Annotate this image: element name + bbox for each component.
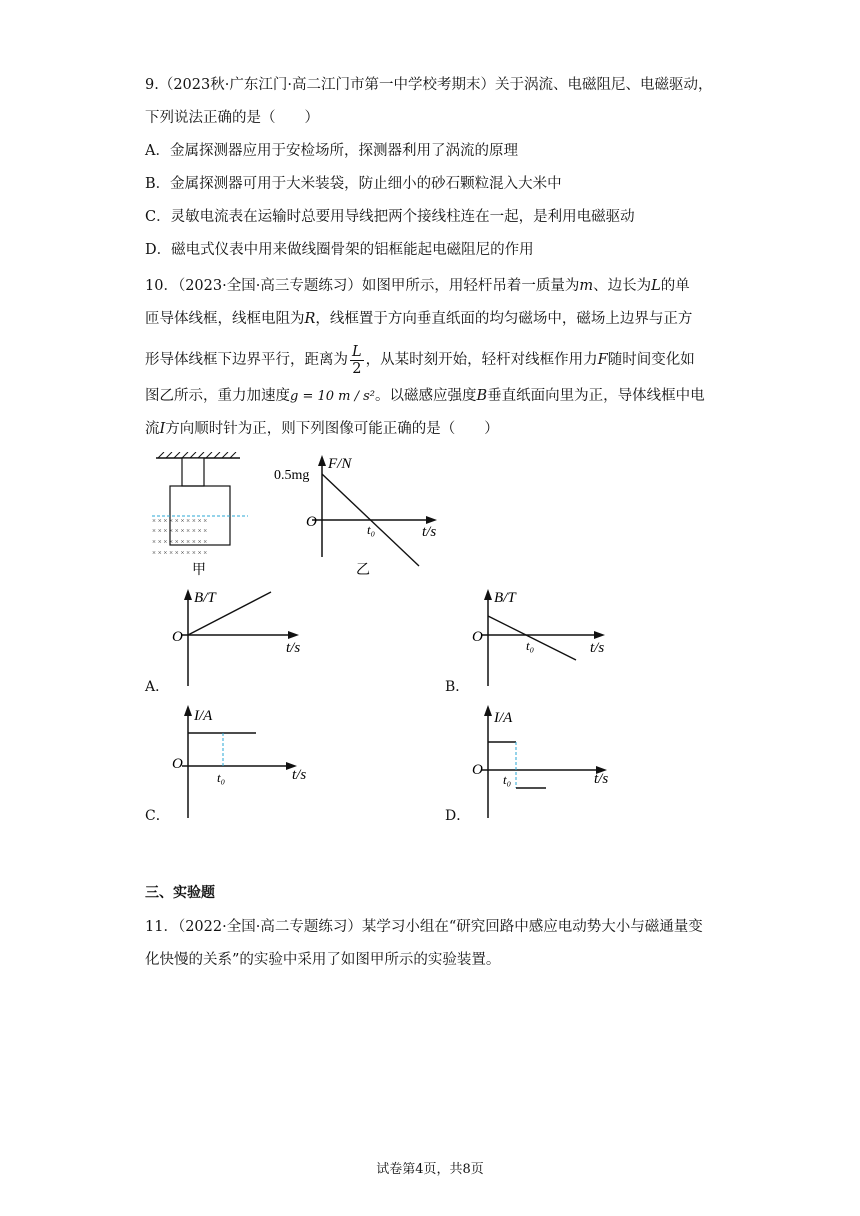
x-axis-label: t/s — [422, 524, 437, 540]
graph-d — [468, 702, 628, 820]
origin-label: O — [172, 629, 183, 645]
t0-label: t₀ — [217, 770, 226, 785]
fraction-l-over-2: $\frac{L}{2}$ — [352, 343, 362, 377]
y-axis-label: B/T — [194, 590, 216, 606]
svg-text:× × × × × × × × × ×: × × × × × × × × × × — [152, 517, 208, 525]
rod — [182, 458, 204, 486]
q10-stem-line5: 流I方向顺时针为正，则下列图像可能正确的是（ ） — [145, 421, 499, 437]
option-a-label: A． — [145, 679, 170, 695]
x-axis-label: t/s — [590, 640, 605, 656]
q9-stem-line1: 9.（2023秋·广东江门·高二江门市第一中学校考期末）关于涡流、电磁阻尼、电磁驱动， — [145, 77, 713, 93]
figure-yi — [272, 452, 452, 582]
q9-option-a: A．金属探测器应用于安检场所，探测器利用了涡流的原理 — [145, 143, 518, 159]
svg-text:× × × × × × × × × ×: × × × × × × × × × × — [152, 527, 208, 535]
origin-label: O — [306, 514, 317, 530]
q9-option-d: D．磁电式仪表中用来做线圈骨架的铝框能起电磁阻尼的作用 — [145, 242, 534, 258]
q11-stem-line1: 11．（2022·全国·高二专题练习）某学习小组在“研究回路中感应电动势大小与磁通量变 — [145, 919, 703, 935]
t0-label: t₀ — [503, 772, 512, 787]
section-title: 三、实验题 — [145, 885, 215, 901]
caption-yi: 乙 — [356, 563, 370, 578]
origin-label: O — [472, 762, 483, 778]
y-tick-label: 0.5mg — [274, 468, 310, 483]
q10-stem-line2: 匝导体线框，线框电阻为R，线框置于方向垂直纸面的均匀磁场中，磁场上边界与正方 — [145, 311, 693, 327]
origin-label: O — [472, 629, 483, 645]
graph-b — [468, 586, 628, 688]
caption-jia: 甲 — [192, 563, 206, 578]
x-axis-label: t/s — [292, 767, 307, 783]
graph-a — [168, 586, 318, 688]
svg-text:× × × × × × × × × ×: × × × × × × × × × × — [152, 549, 208, 557]
y-axis-label: B/T — [494, 590, 516, 606]
option-d-label: D． — [445, 808, 471, 824]
q11-stem-line2: 化快慢的关系”的实验中采用了如图甲所示的实验装置。 — [145, 952, 501, 968]
y-axis-label: I/A — [494, 710, 513, 726]
y-axis-label: I/A — [194, 708, 213, 724]
q9-option-b: B．金属探测器可用于大米装袋，防止细小的砂石颗粒混入大米中 — [145, 176, 562, 192]
svg-text:× × × × × × × × × ×: × × × × × × × × × × — [152, 538, 208, 546]
t0-label: t₀ — [526, 638, 535, 653]
figure-jia — [148, 452, 258, 582]
page-footer: 试卷第4页，共8页 — [376, 1162, 484, 1177]
magnetic-field-crosses — [152, 517, 207, 557]
t0-label: t₀ — [367, 522, 376, 537]
option-c-label: C． — [145, 808, 170, 824]
q9-option-c: C．灵敏电流表在运输时总要用导线把两个接线柱连在一起，是利用电磁驱动 — [145, 209, 635, 225]
x-axis-label: t/s — [286, 640, 301, 656]
q10-stem-line3: 形导体线框下边界平行，距离为 $\frac{L}{2}$ ，从某时刻开始，轻杆对线框作用力F随时间变化如 — [145, 343, 695, 377]
q10-stem-line1: 10．（2023·全国·高三专题练习）如图甲所示，用轻杆吊着一质量为m、边长为L的单 — [145, 278, 690, 294]
y-axis-label: F/N — [328, 456, 352, 472]
option-b-label: B． — [445, 679, 470, 695]
x-axis-label: t/s — [594, 771, 609, 787]
origin-label: O — [172, 756, 183, 772]
q10-stem-line4: 图乙所示，重力加速度g = 10 m / s²。以磁感应强度B垂直纸面向里为正，导体线框中电 — [145, 388, 705, 404]
graph-c — [168, 702, 318, 820]
q9-stem-line2: 下列说法正确的是（ ） — [145, 110, 319, 126]
